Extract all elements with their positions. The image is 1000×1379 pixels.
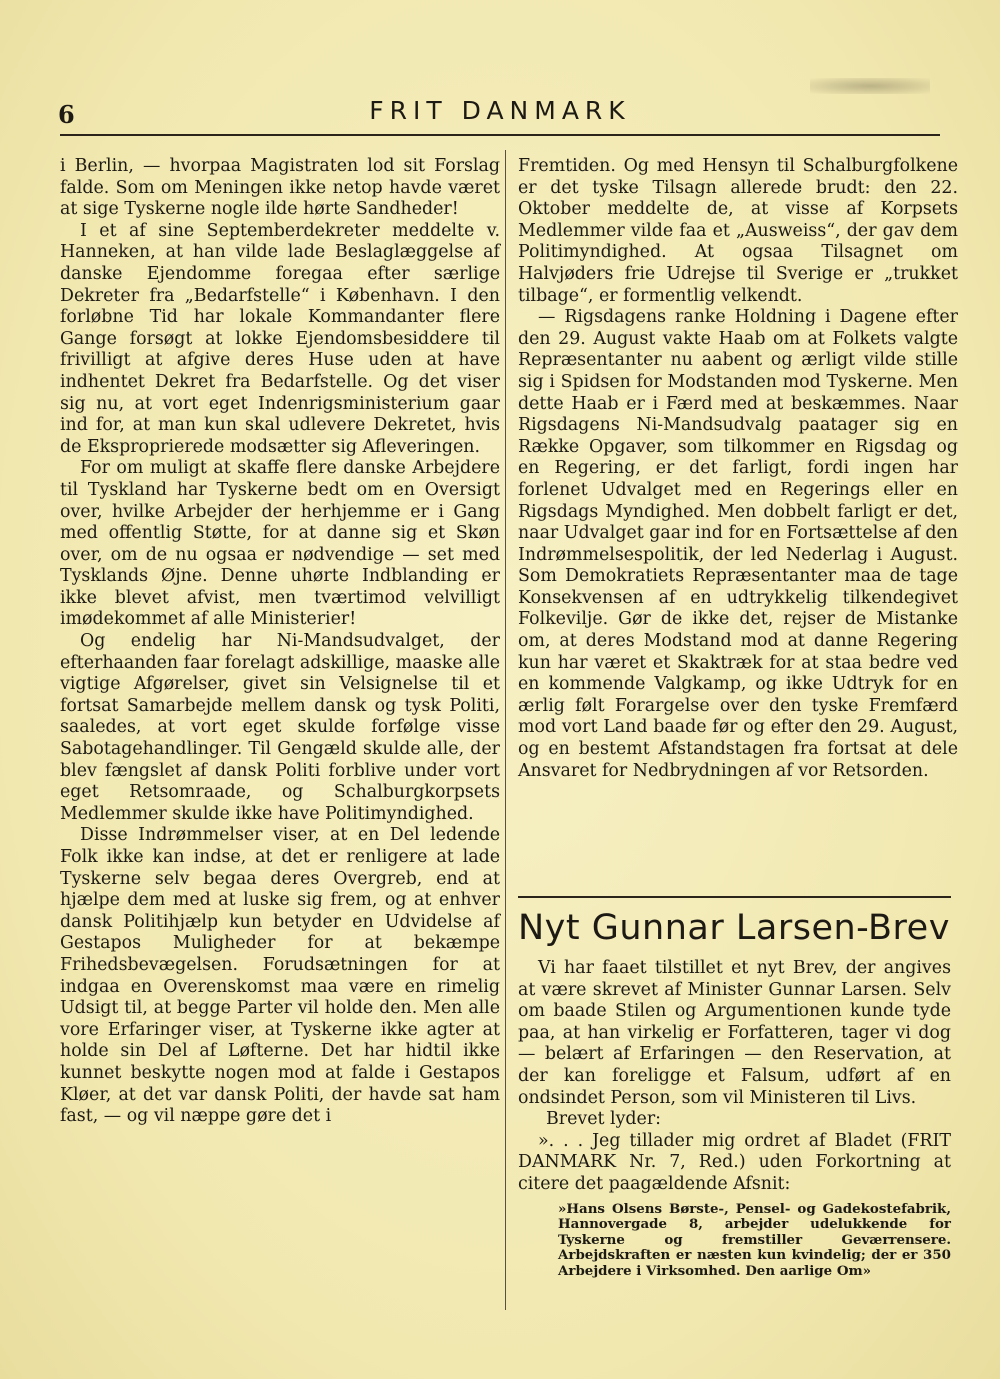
paragraph: For om muligt at skaffe flere danske Arbejdere til Tyskland har Tyskerne bedt om en Oversigt over, hvilke Arbejder der herhjemme er i Gang med offentlig Støtte, for at danne sig et Skøn over, om de nu ogsaa er nødvendige — set med Tysklands Øjne. Denne uhørte Indblanding er ikke blevet afvist, men tværtimod velvilligt imødekommet af alle Ministerier! — [60, 458, 500, 630]
paragraph: I et af sine Septemberdekreter meddelte v. Hanneken, at han vilde lade Beslaglæggelse af danske Ejendomme foregaa efter særlige Dekreter fra „Bedarfstelle“ i København. I den forløbne Tid har lokale Kommandanter flere Gange forsøgt at lokke Ejendomsbesiddere til frivilligt at afgive deres Huse uden at have indhentet Dekret fra Bedarfstelle. Og det viser sig nu, at vort eget Indenrigsministerium gaar ind for, at man kun skal udlevere Dekretet, hvis de Eksproprierede modsætter sig Afleveringen. — [60, 220, 500, 457]
paragraph: Brevet lyder: — [546, 1109, 662, 1130]
header-rule — [60, 134, 940, 136]
masthead: FRIT DANMARK — [369, 96, 631, 125]
ink-smudge — [810, 78, 930, 94]
block-quote: »Hans Olsens Børste-, Pensel- og Gadekostefabrik, Hannovergade 8, arbejder udelukkende for Tyskerne og fremstiller Geværrensere. Arbejdskraften er næsten kun kvindelig; der er 350 Arbejdere i Virksomhed. Den aarlige Om» — [558, 1200, 951, 1279]
column-divider — [505, 150, 506, 1310]
paragraph: i Berlin, — hvorpaa Magistraten lod sit Forslag falde. Som om Meningen ikke netop havde været at sige Tyskerne nogle ilde hørte Sandheder! — [60, 156, 500, 220]
right-column — [518, 156, 958, 782]
article-headline: Nyt Gunnar Larsen-Brev — [518, 908, 950, 948]
paragraph: — Rigsdagens ranke Holdning i Dagene efter den 29. August vakte Haab om at Folkets valgte Repræsentanter nu aabent og ærligt vilde stille sig i Spidsen for Modstanden mod Tyskerne. Men dette Haab er i Færd med at beskæmmes. Naar Rigsdagens Ni-Mandsudvalg paatager sig en Række Opgaver, som tilkommer en Rigsdag og en Regering, er det farligt, fordi ingen har forlenet Udvalget med en Regerings eller en Rigsdags Myndighed. Men dobbelt farligt er det, naar Udvalget gaar ind for en Fortsættelse af den Indrømmelsespolitik, der led Nederlag i August. Som Demokratiets Repræsentanter maa de tage Konsekvensen af en udtrykkelig tilkendegivet Folkevilje. Gør de ikke det, rejser de Mistanke om, at deres Modstand mod at danne Regering kun har været et Skaktræk for at staa bedre ved en kommende Valgkamp, og ikke Udtryk for en ærlig følt Forargelse over den tyske Fremfærd mod vort Land baade før og efter den 29. August, og en bestemt Afstandstagen fra fortsat at dele Ansvaret for Nedbrydningen af vor Retsorden. — [518, 307, 958, 781]
paragraph: ». . . Jeg tillader mig ordret af Bladet (FRIT DANMARK Nr. 7, Red.) uden Forkortning at citere det paagældende Afsnit: — [518, 1130, 951, 1194]
paragraph: Vi har faaet tilstillet et nyt Brev, der angives at være skrevet af Minister Gunnar Larsen. Selv om baade Stilen og Argumentionen kunde tyde paa, at han virkelig er Forfatteren, tager vi dog — belært af Erfaringen — den Reservation, at der kan foreligge et Falsum, udført af en ondsindet Person, som vil Ministeren til Livs. — [518, 958, 951, 1108]
paragraph: Og endelig har Ni-Mandsudvalget, der efterhaanden faar forelagt adskillige, maaske alle vigtige Afgørelser, givet sin Velsignelse til et fortsat Samarbejde mellem dansk og tysk Politi, saaledes, at vort eget skulde forfølge visse Sabotagehandlinger. Til Gengæld skulde alle, der blev fængslet af dansk Politi forblive under vort eget Retsomraade, og Schalburgkorpsets Medlemmer skulde ikke have Politimyndighed. — [60, 631, 500, 824]
article-separator — [518, 896, 951, 898]
paragraph: Disse Indrømmelser viser, at en Del ledende Folk ikke kan indse, at det er renligere at lade Tyskerne selv begaa deres Overgreb, end at hjælpe dem med at luske sig frem, og at enhver dansk Politihjælp kun betyder en Udvidelse af Gestapos Muligheder for at bekæmpe Frihedsbevægelsen. Forudsætningen for at indgaa en Overenskomst maa være en rimelig Udsigt til, at begge Parter vil holde den. Men alle vore Erfaringer viser, at Tyskerne ikke agter at holde sin Del af Løfterne. Det har hidtil ikke kunnet beskytte nogen mod at falde i Gestapos Kløer, at det var dansk Politi, der havde sat ham fast, — og vil næppe gøre det i — [60, 825, 500, 1127]
left-column — [60, 156, 500, 1128]
article-body — [518, 958, 951, 1279]
paragraph: Fremtiden. Og med Hensyn til Schalburgfolkene er det tyske Tilsagn allerede brudt: den 22. Oktober meddelte de, at visse af Korpsets Medlemmer vilde faa et „Ausweiss“, der gav dem Politimyndighed. At ogsaa Tilsagnet om Halvjøders frie Udrejse til Sverige er „trukket tilbage“, er formentlig velkendt. — [518, 156, 958, 306]
page-number: 6 — [58, 100, 75, 129]
